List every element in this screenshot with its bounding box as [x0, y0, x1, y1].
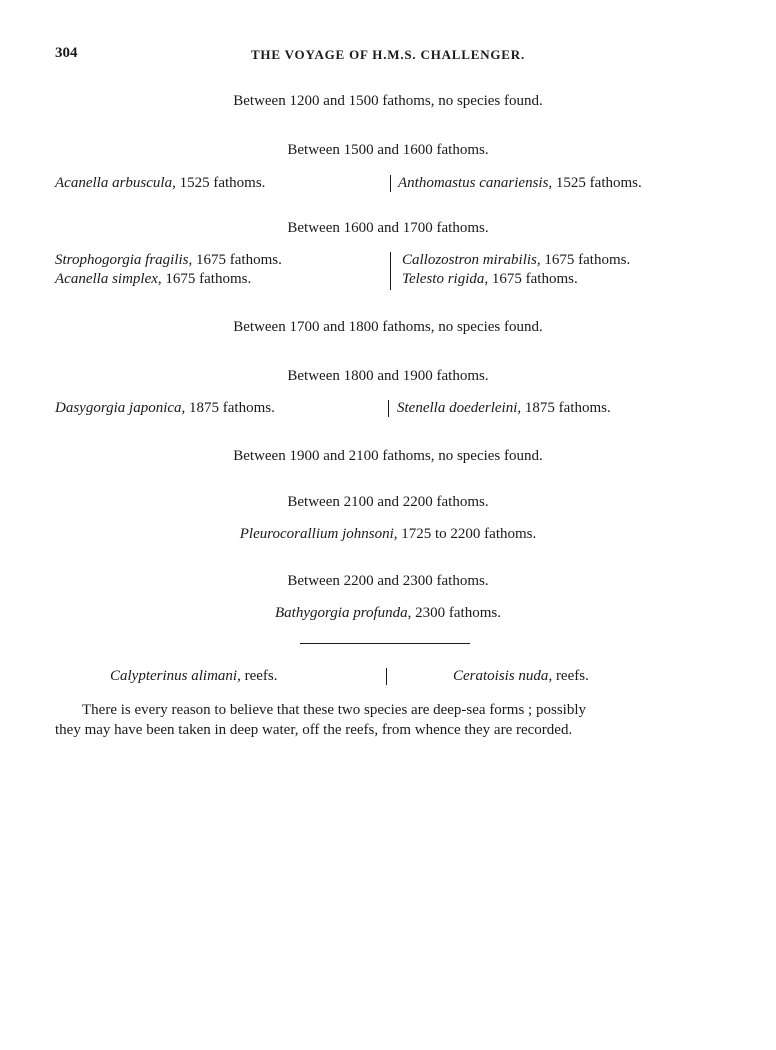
heading-1200-1500: Between 1200 and 1500 fathoms, no species found.	[233, 93, 543, 109]
paragraph-line-2: they may have been taken in deep water, off the reefs, from whence they are recorded.	[55, 722, 573, 738]
species-name: Acanella simplex	[55, 271, 158, 287]
heading-2100-2200: Between 2100 and 2200 fathoms.	[287, 494, 489, 510]
species-depth: , 1675 fathoms.	[484, 271, 578, 287]
paragraph-line-1: There is every reason to believe that these two species are deep-sea forms ; possibly	[82, 702, 586, 718]
entry-bathygorgia-profunda	[0, 606, 776, 621]
species-name: Callozostron mirabilis	[402, 252, 537, 268]
species-name: Acanella arbuscula	[55, 175, 173, 191]
species-name: Telesto rigida	[402, 271, 485, 287]
species-name: Stenella doederleini	[397, 400, 518, 416]
heading-1900-2100: Between 1900 and 2100 fathoms, no species found.	[233, 448, 543, 464]
column-divider	[388, 400, 389, 417]
species-depth: , 1875 fathoms.	[181, 400, 275, 416]
entry-anthomastus-canariensis	[398, 176, 642, 191]
page-number: 304	[55, 45, 78, 61]
entry-calypterinus-alimani	[110, 669, 278, 684]
column-divider	[390, 175, 391, 192]
entry-callozostron-mirabilis	[402, 253, 630, 268]
entry-acanella-arbuscula	[55, 176, 265, 191]
species-depth: , 1525 fathoms.	[548, 175, 642, 191]
species-name: Dasygorgia japonica	[55, 400, 182, 416]
species-name: Calypterinus alimani	[110, 668, 238, 684]
heading-1600-1700: Between 1600 and 1700 fathoms.	[287, 220, 489, 236]
entry-acanella-simplex	[55, 272, 251, 287]
heading-1700-1800: Between 1700 and 1800 fathoms, no species found.	[233, 319, 543, 335]
column-divider	[390, 252, 391, 290]
species-depth: , 1875 fathoms.	[517, 400, 611, 416]
species-depth: , 1675 fathoms.	[188, 252, 282, 268]
column-divider	[386, 668, 387, 685]
running-head: THE VOYAGE OF H.M.S. CHALLENGER.	[250, 47, 526, 62]
entry-stenella-doederleini	[397, 401, 611, 416]
species-name: Strophogorgia fragilis	[55, 252, 189, 268]
species-name: Ceratoisis nuda	[453, 668, 549, 684]
heading-1500-1600: Between 1500 and 1600 fathoms.	[287, 142, 489, 158]
species-depth: , 1725 to 2200 fathoms.	[393, 526, 537, 542]
species-depth: , reefs.	[548, 668, 589, 684]
closing-paragraph	[55, 700, 727, 740]
species-depth: , 1675 fathoms.	[536, 252, 631, 268]
entry-ceratoisis-nuda	[453, 669, 589, 684]
heading-1800-1900: Between 1800 and 1900 fathoms.	[287, 368, 489, 384]
entry-dasygorgia-japonica	[55, 401, 275, 416]
heading-2200-2300: Between 2200 and 2300 fathoms.	[287, 573, 489, 589]
entry-pleurocorallium-johnsoni	[0, 527, 776, 542]
species-name: Pleurocorallium johnsoni	[239, 526, 394, 542]
species-depth: , 1675 fathoms.	[157, 271, 252, 287]
species-name: Bathygorgia profunda	[275, 605, 408, 621]
species-depth: , 2300 fathoms.	[407, 605, 501, 621]
entry-strophogorgia-fragilis	[55, 253, 282, 268]
species-depth: , 1525 fathoms.	[172, 175, 266, 191]
species-depth: , reefs.	[237, 668, 278, 684]
species-name: Anthomastus canariensis	[398, 175, 549, 191]
section-rule	[300, 643, 470, 644]
entry-telesto-rigida	[402, 272, 578, 287]
